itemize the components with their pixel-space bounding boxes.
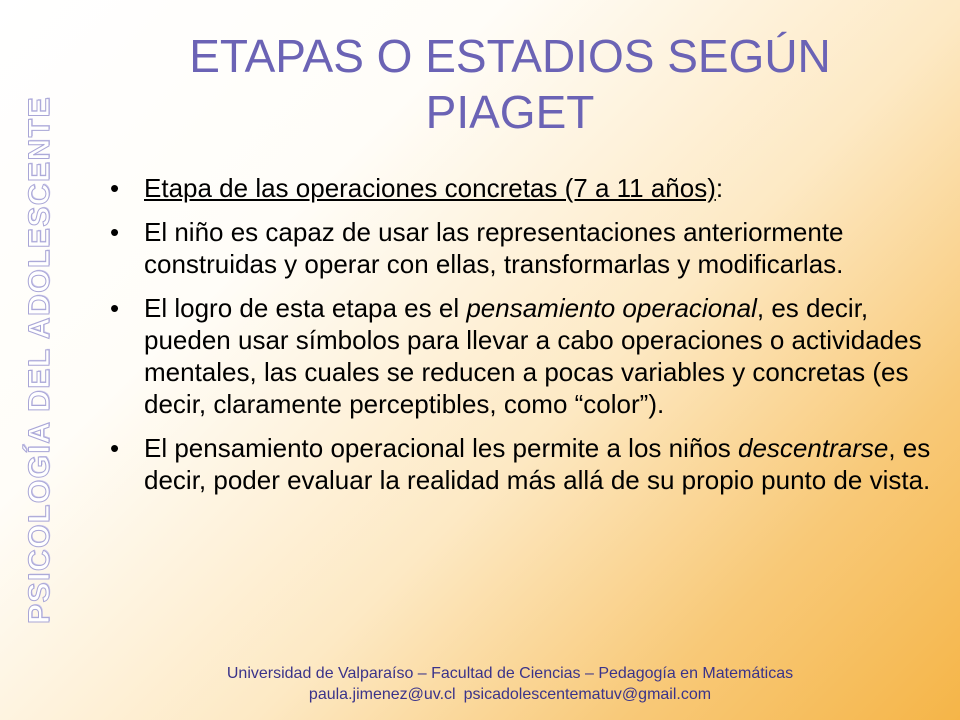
bullet-item-decentering [110, 432, 950, 496]
slide-title [110, 28, 910, 140]
footer-institution: Universidad de Valparaíso – Facultad de Ciencias – Pedagogía en Matemáticas [226, 665, 794, 682]
decentering-text-after: , es decir, poder evaluar la realidad más allá de su propio punto de vista. [144, 433, 931, 495]
bullet-marker: • [110, 293, 120, 323]
achievement-text-after: , es decir, pueden usar símbolos para llevar a cabo operaciones o actividades mentales, las cuales se reducen a pocas variables y concretas (es decir, claramente perceptibles, como “color”). [144, 293, 922, 419]
slide-footer [110, 663, 910, 705]
bullet-item-achievement [110, 292, 950, 420]
slide-title-line2: PIAGET [425, 86, 595, 138]
footer-email-gmail: psicadolescentematuv@gmail.com [463, 686, 712, 703]
footer-contacts [110, 684, 910, 705]
bullet-item-stage [110, 172, 950, 204]
bullet-list [110, 172, 950, 508]
stage-heading: Etapa de las operaciones concretas (7 a 11 años) [144, 173, 716, 203]
bullet-marker: • [110, 173, 120, 203]
slide-title-line1: ETAPAS O ESTADIOS SEGÚN [189, 30, 831, 82]
bullet-item-representations [110, 216, 950, 280]
decentering-italic-term: descentrarse [738, 433, 889, 463]
decentering-text-before: El pensamiento operacional les permite a los niños [144, 433, 739, 463]
footer-email-uv: paula.jimenez@uv.cl [308, 686, 456, 703]
bullet-marker: • [110, 217, 120, 247]
representations-text: El niño es capaz de usar las representaciones anteriormente construidas y operar con ellas, transformarlas y modificarlas. [144, 217, 844, 279]
achievement-text-before: El logro de esta etapa es el [144, 293, 467, 323]
achievement-italic-term: pensamiento operacional [466, 293, 757, 323]
bullet-marker: • [110, 433, 120, 463]
stage-heading-colon: : [715, 173, 724, 203]
side-watermark-label: PSICOLOGÍA DEL ADOLESCENTE [23, 96, 56, 624]
